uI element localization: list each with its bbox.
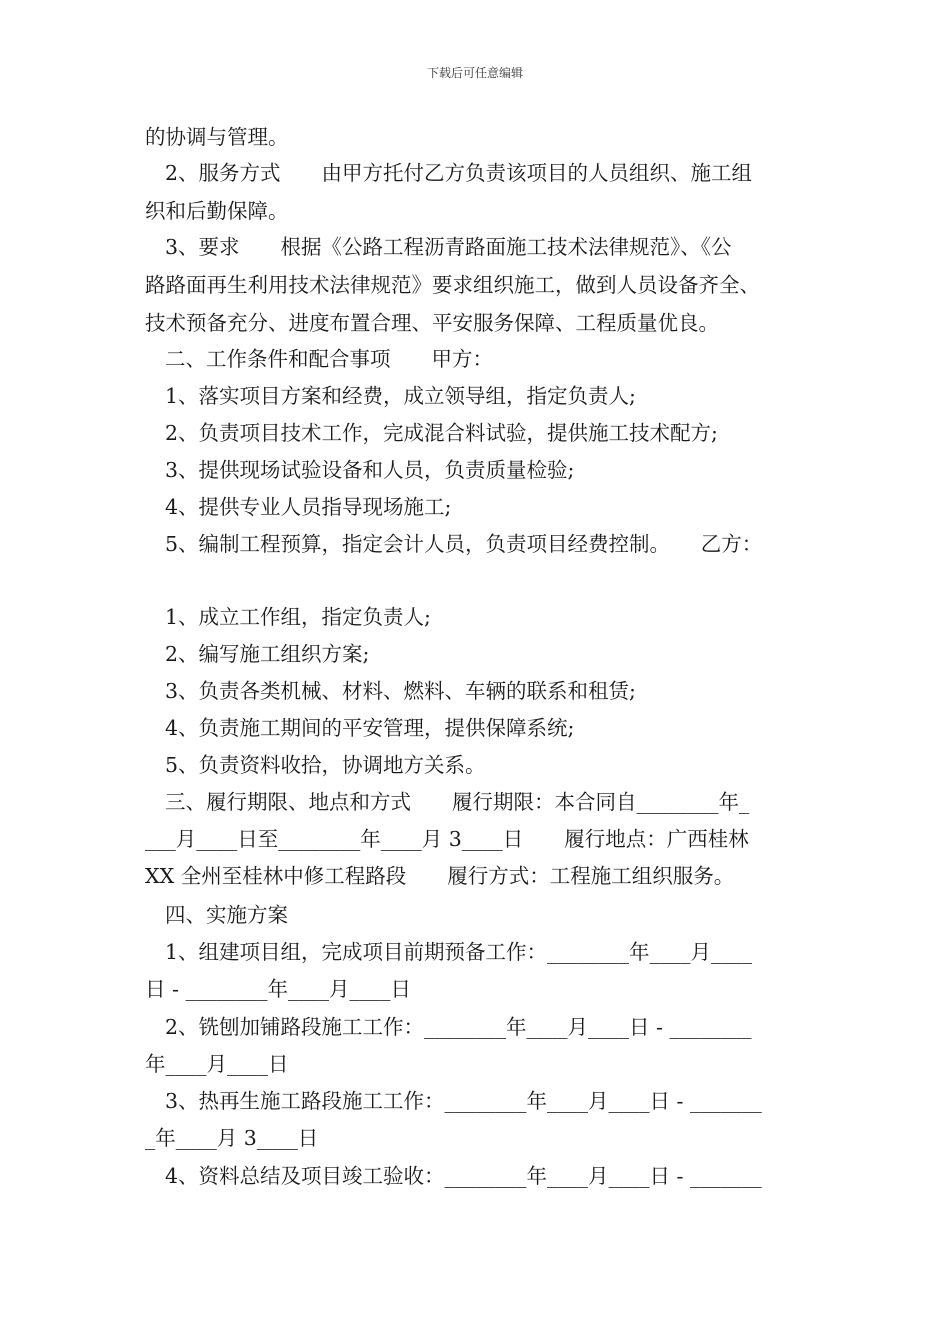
paragraph-line: XX 全州至桂林中修工程路段 履行方式：工程施工组织服务。 xyxy=(145,864,735,888)
paragraph-line: 日 - ________年____月____日 xyxy=(145,977,411,1001)
paragraph-line: _年____月 3____日 xyxy=(145,1126,319,1150)
list-item: 1、组建项目组，完成项目前期预备工作：________年____月____ xyxy=(165,940,753,964)
paragraph-line: 3、要求 根据《公路工程沥青路面施工技术法律规范》、《公 xyxy=(165,235,732,259)
page-header: 下载后可任意编辑 xyxy=(426,66,523,80)
section-heading: 二、工作条件和配合事项 甲方： xyxy=(165,347,493,371)
list-item: 1、落实项目方案和经费，成立领导组，指定负责人; xyxy=(165,384,636,408)
list-item: 3、热再生施工路段施工工作：________年____月____日 - _______ xyxy=(165,1089,762,1113)
paragraph-line: 路路面再生利用技术法律规范》要求组织施工，做到人员设备齐全、 xyxy=(145,273,760,297)
list-item: 1、成立工作组，指定负责人; xyxy=(165,605,431,629)
section-heading: 三、履行期限、地点和方式 履行期限：本合同自________年_ xyxy=(165,790,750,814)
list-item: 2、铣刨加铺路段施工工作：________年____月____日 - ________ xyxy=(165,1015,752,1039)
list-item: 5、编制工程预算，指定会计人员，负责项目经费控制。 乙方： xyxy=(165,532,763,556)
list-item: 4、负责施工期间的平安管理，提供保障系统; xyxy=(165,716,575,740)
paragraph-line: 织和后勤保障。 xyxy=(145,199,289,223)
paragraph-line: 年____月____日 xyxy=(145,1052,289,1076)
paragraph-line: 的协调与管理。 xyxy=(145,125,289,149)
paragraph-line: 2、服务方式 由甲方托付乙方负责该项目的人员组织、施工组 xyxy=(165,161,753,185)
list-item: 2、编写施工组织方案; xyxy=(165,642,370,666)
list-item: 2、负责项目技术工作，完成混合料试验，提供施工技术配方; xyxy=(165,421,718,445)
list-item: 3、负责各类机械、材料、燃料、车辆的联系和租赁; xyxy=(165,679,636,703)
section-heading: 四、实施方案 xyxy=(165,903,288,927)
list-item: 5、负责资料收拾，协调地方关系。 xyxy=(165,753,486,777)
list-item: 3、提供现场试验设备和人员，负责质量检验; xyxy=(165,458,575,482)
paragraph-line: 技术预备充分、进度布置合理、平安服务保障、工程质量优良。 xyxy=(145,311,719,335)
paragraph-line: ___月____日至________年____月 3____日 履行地点：广西桂林 xyxy=(145,827,749,851)
list-item: 4、提供专业人员指导现场施工; xyxy=(165,495,452,519)
list-item: 4、资料总结及项目竣工验收：________年____月____日 - _______ xyxy=(165,1164,762,1188)
